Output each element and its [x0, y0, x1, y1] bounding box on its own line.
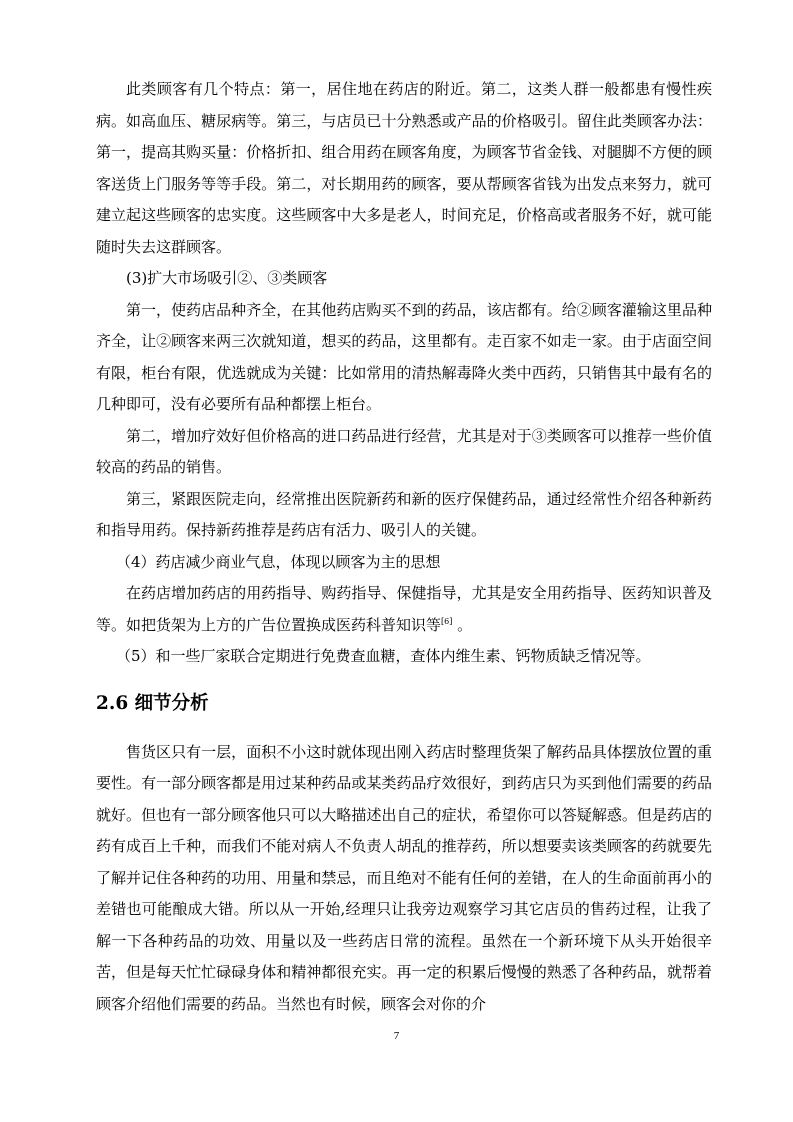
- paragraph-follow-hospital: 第三，紧跟医院走向，经常推出医院新药和新的医疗保健药品，通过经常性介绍各种新药和指导用药。保持新药推荐是药店有活力、吸引人的关键。: [96, 489, 712, 539]
- paragraph-variety: 第一，使药店品种齐全，在其他药店购买不到的药品，该店都有。给②顾客灌输这里品种齐全，让②顾客来两三次就知道，想买的药品，这里都有。走百家不如走一家。由于店面空间有限，柜台有限，优选就成为关键：比如常用的清热解毒降火类中西药，只销售其中最有名的几种即可，没有必要所有品种都摆上柜台。: [96, 300, 712, 413]
- section-heading-detail-analysis: 2.6 细节分析: [96, 692, 209, 714]
- paragraph-detail-analysis: 售货区只有一层，面积不小这时就体现出刚入药店时整理货架了解药品具体摆放位置的重要性。有一部分顾客都是用过某种药品或某类药品疗效很好，到药店只为买到他们需要的药品就好。但也有一部分顾客他只可以大略描述出自己的症状，希望你可以答疑解惑。但是药店的药有成百上千种，而我们不能对病人不负责人胡乱的推荐药，所以想要卖该类顾客的药就要先了解并记住各种药的功用、用量和禁忌，而且绝对不能有任何的差错，在人的生命面前再小的差错也可能酿成大错。所以从一开始,经理只让我旁边观察学习其它店员的售药过程，让我了解一下各种药品的功效、用量以及一些药店日常的流程。虽然在一个新环境下从头开始很辛苦，但是每天忙忙碌碌身体和精神都很充实。再一定的积累后慢慢的熟悉了各种药品，就帮着顾客介绍他们需要的药品。当然也有时候，顾客会对你的介: [96, 742, 712, 1013]
- paragraph-customer-traits: 此类顾客有几个特点：第一，居住地在药店的附近。第二，这类人群一般都患有慢性疾病。如高血压、糖尿病等。第三，与店员已十分熟悉或产品的价格吸引。留住此类顾客办法：第一，提高其购买量：价格折扣、组合用药在顾客角度，为顾客节省金钱、对腿脚不方便的顾客送货上门服务等等手段。第二，对长期用药的顾客，要从帮顾客省钱为出发点来努力，就可建立起这些顾客的忠实度。这些顾客中大多是老人，时间充足，价格高或者服务不好，就可能随时失去这群顾客。: [96, 80, 712, 256]
- citation-ref: [6]: [441, 616, 453, 626]
- paragraph-imported-drugs: 第二，增加疗效好但价格高的进口药品进行经营，尤其是对于③类顾客可以推荐一些价值较高的药品的销售。: [96, 426, 712, 476]
- subheading-reduce-commercial: （4）药店减少商业气息，体现以顾客为主的思想: [116, 552, 441, 571]
- subheading-expand-market: (3)扩大市场吸引②、③类顾客: [126, 269, 328, 287]
- paragraph-guidance: [96, 578, 712, 641]
- page-body: [96, 74, 712, 1020]
- paragraph-guidance-text: 在药店增加药店的用药指导、购药指导、保健指导，尤其是安全用药指导、医药知识普及等。如把货架为上方的广告位置换成医药科普知识等: [96, 584, 712, 634]
- subheading-free-checkup: （5）和一些厂家联合定期进行免费查血糖，查体内维生素、钙物质缺乏情况等。: [116, 647, 651, 665]
- paragraph-guidance-end: 。: [452, 615, 473, 634]
- page-number: 7: [393, 1030, 400, 1042]
